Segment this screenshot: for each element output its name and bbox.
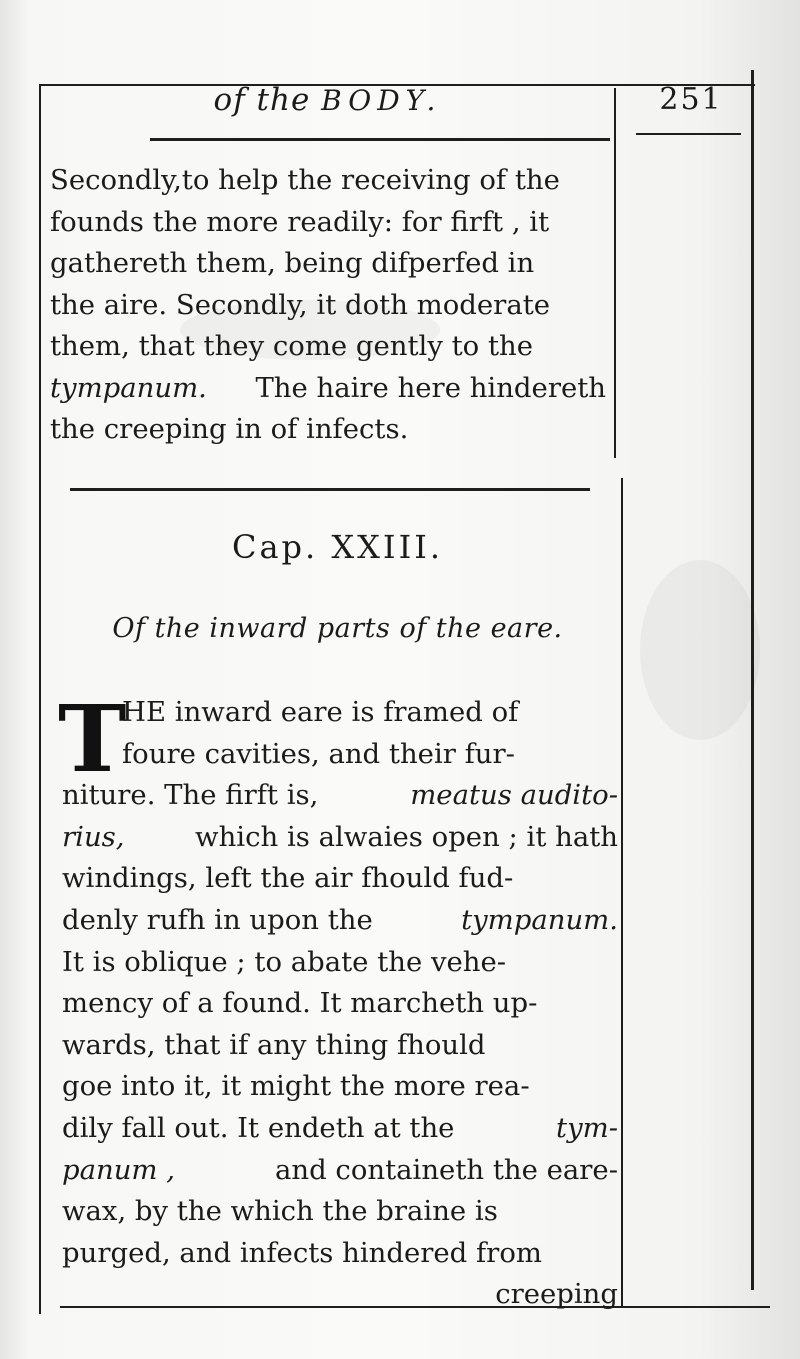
text-line: panum , and containeth the eare- (62, 1150, 618, 1192)
text-line: gathereth them, being difperfed in (50, 247, 535, 279)
italic-term: tympanum. (461, 903, 618, 936)
catchword: creeping (495, 1278, 618, 1311)
column-rule-lower (621, 478, 623, 1308)
text-line: founds the more readily: for firft , it (50, 205, 550, 238)
text-line: foure cavities, and their fur- (122, 737, 515, 770)
text-line: dily fall out. It endeth at the tym- (62, 1108, 618, 1150)
text-line: wax, by the which the braine is (62, 1195, 498, 1228)
text-line: HE inward eare is framed of (122, 696, 519, 728)
text-line: windings, left the air fhould fud- (62, 862, 514, 895)
text-line: It is oblique ; to abate the vehe- (62, 945, 507, 978)
italic-term: tympanum. (50, 371, 207, 404)
text-line: denly rufh in upon the tympanum. (62, 900, 618, 942)
italic-term: panum , (62, 1153, 175, 1186)
pagenum-underline (636, 133, 741, 135)
text-line: purged, and infects hindered from (62, 1236, 542, 1269)
italic-term: rius, (62, 820, 125, 853)
header-underline (150, 138, 610, 141)
italic-term: meatus audito- (410, 779, 618, 812)
continued-paragraph (50, 160, 606, 451)
catchword-line (62, 1274, 618, 1316)
chapter-body (62, 692, 618, 1316)
section-divider (70, 488, 590, 491)
chapter-subtitle: Of the inward parts of the eare. (112, 613, 563, 644)
running-head-prefix: of the (213, 82, 311, 118)
text-line: goe into it, it might the more rea- (62, 1070, 530, 1103)
text-line: the creeping in of infects. (50, 413, 409, 445)
right-frame-rule (751, 70, 754, 1290)
chapter-heading: Cap. XXIII. (231, 528, 444, 566)
text-line: tympanum. The haire here hindereth (50, 368, 606, 410)
text-line: the aire. Secondly, it doth moderate (50, 288, 551, 321)
running-head (40, 82, 615, 132)
paper-stain (640, 560, 760, 740)
drop-cap: T (58, 685, 127, 793)
column-rule-upper (614, 88, 616, 458)
text-line: Secondly,to help the receiving of the (50, 164, 560, 196)
left-frame-rule (39, 84, 41, 1314)
italic-term: tym- (556, 1111, 618, 1144)
text-line: niture. The firft is, meatus audito- (62, 775, 618, 817)
page-number: 251 (659, 82, 723, 117)
text-line: them, that they come gently to the (50, 330, 534, 362)
text-line: mency of a found. It marcheth up- (62, 987, 538, 1020)
running-head-word: BODY. (321, 84, 442, 117)
text-line: rius, which is alwaies open ; it hath (62, 817, 618, 859)
text-line: wards, that if any thing fhould (62, 1028, 486, 1061)
